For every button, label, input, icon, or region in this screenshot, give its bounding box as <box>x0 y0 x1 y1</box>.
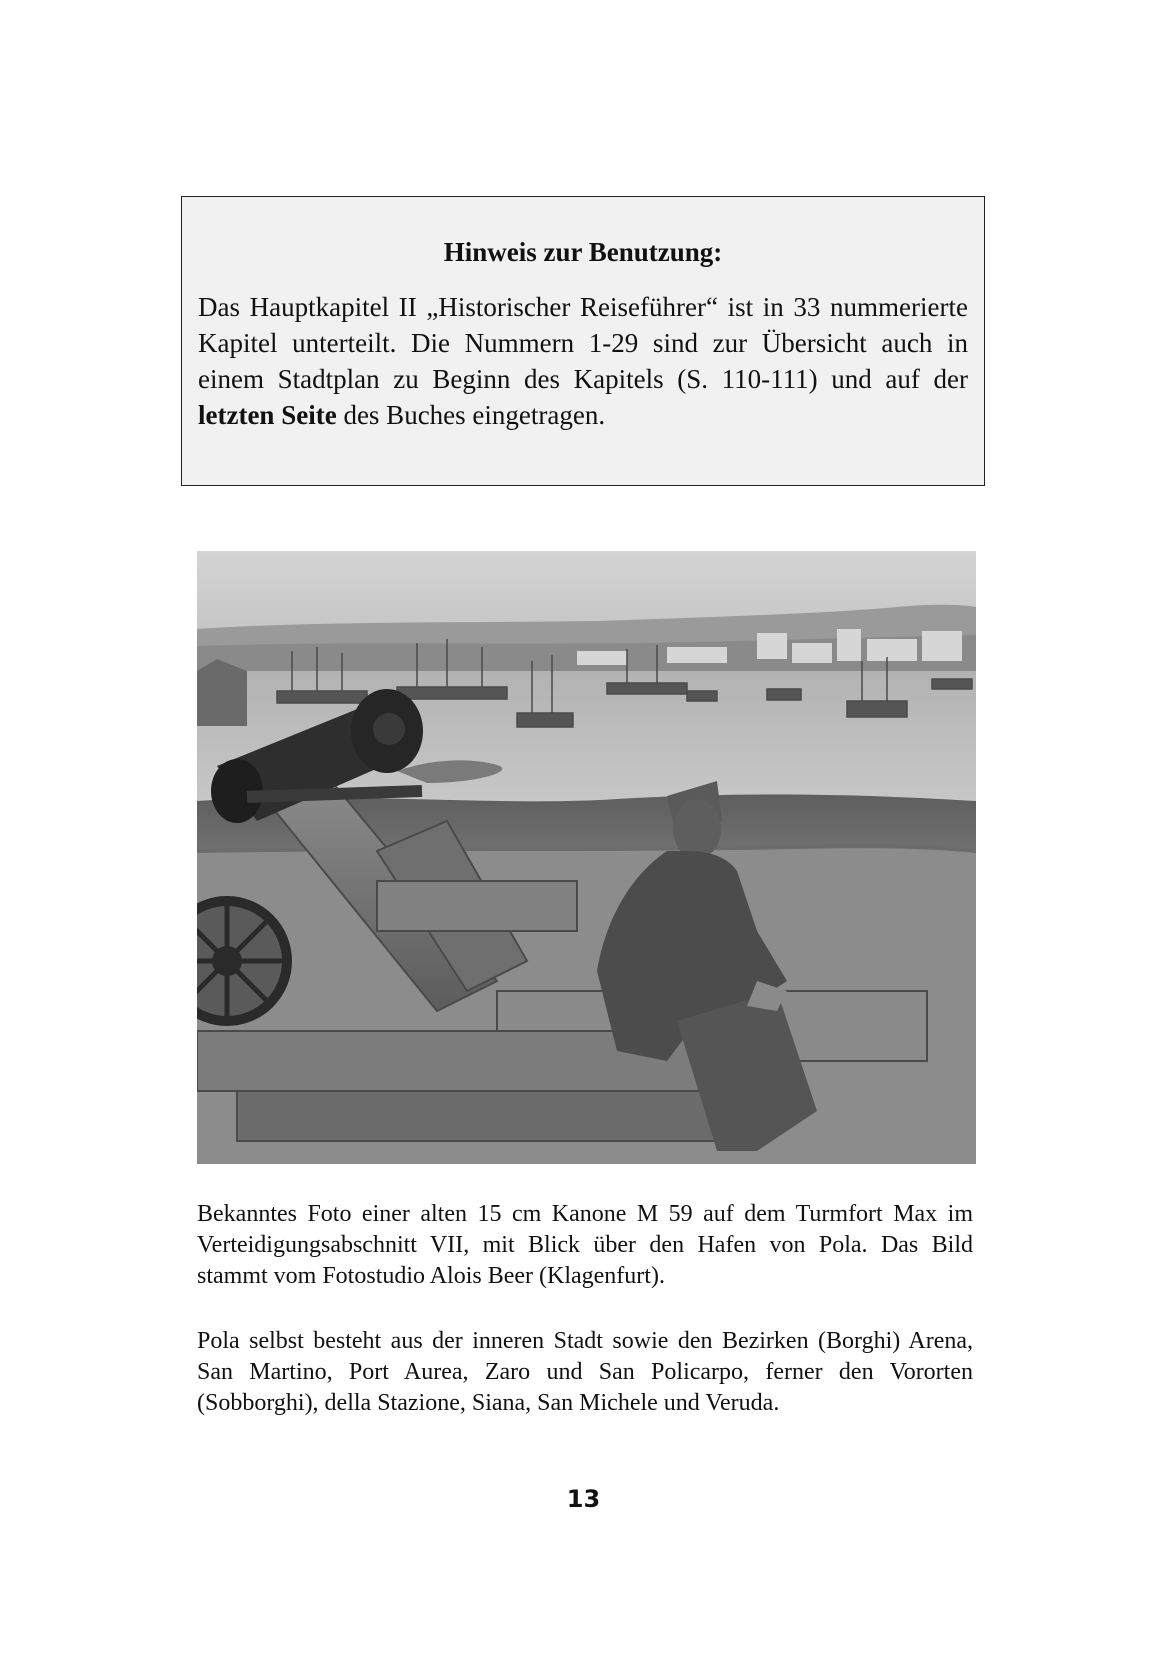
usage-note-text-end: des Buches eingetragen. <box>336 400 606 430</box>
page-number: 13 <box>566 1485 601 1513</box>
historic-photo-cannon <box>197 551 976 1164</box>
photo-caption: Bekanntes Foto einer alten 15 cm Kanone M 59 auf dem Turmfort Max im Verteidigungsabschnitt VII, mit Blick über den Hafen von Pola. Das Bild stammt vom Fotostudio Alois Beer (Klagenfurt). <box>197 1201 973 1289</box>
usage-note-box <box>181 196 985 486</box>
photo-cannon-wheel <box>197 901 287 1021</box>
usage-note-text-start: Das Hauptkapitel II „Historischer Reiseführer“ ist in 33 nummerierte Kapitel unterteilt. Die Nummern 1-29 sind zur Übersicht auch in einem Stadtplan zu Beginn des Kapitels (S. 110-111) und auf der <box>198 292 968 394</box>
body-paragraph: Pola selbst besteht aus der inneren Stadt sowie den Bezirken (Borghi) Arena, San Martino, Port Aurea, Zaro und San Policarpo, ferner den Vororten (Sobborghi), della Stazione, Siana, San Michele und Veruda. <box>197 1328 973 1416</box>
usage-note-text <box>198 289 968 433</box>
usage-note-text-bold: letzten Seite <box>198 400 337 430</box>
usage-note-title: Hinweis zur Benutzung: <box>443 237 723 267</box>
